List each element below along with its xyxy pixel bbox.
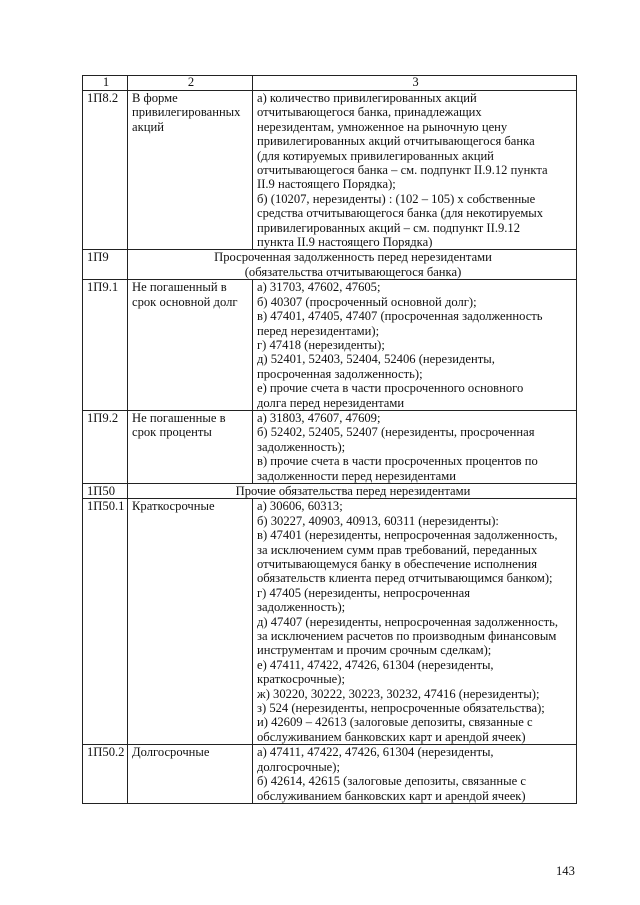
row-description-line: отчитывающегося банка, принадлежащих bbox=[257, 105, 482, 120]
row-description-line: задолженность); bbox=[257, 600, 346, 615]
row-description-line: з) 524 (нерезиденты, непросроченные обязательства); bbox=[257, 701, 545, 716]
row-description-line: обязательств клиента перед отчитывающимся банком); bbox=[257, 571, 553, 586]
row-description-line: II.9 настоящего Порядка); bbox=[257, 177, 396, 192]
row-code: 1П50.2 bbox=[83, 745, 128, 804]
row-description-line: ж) 30220, 30222, 30223, 30232, 47416 (нерезиденты); bbox=[257, 686, 540, 701]
row-name bbox=[128, 745, 253, 804]
table-row bbox=[83, 280, 577, 411]
table-row bbox=[83, 499, 577, 745]
row-name-line: акций bbox=[132, 119, 164, 134]
row-name-line: срок основной долг bbox=[132, 294, 238, 309]
section-title-line: (обязательства отчитывающегося банка) bbox=[244, 264, 462, 279]
row-description-line: а) 47411, 47422, 47426, 61304 (нерезиденты, bbox=[257, 745, 494, 760]
row-description-line: г) 47418 (нерезиденты); bbox=[257, 337, 385, 352]
header-col-1: 1 bbox=[83, 76, 128, 91]
row-description-line: просроченная задолженность); bbox=[257, 366, 423, 381]
row-description bbox=[253, 91, 577, 250]
row-name-line: срок проценты bbox=[132, 425, 212, 440]
table-row bbox=[83, 410, 577, 483]
row-description bbox=[253, 280, 577, 411]
row-name-line: Долгосрочные bbox=[132, 745, 210, 760]
row-description bbox=[253, 410, 577, 483]
row-description-line: инструментам и прочим срочным сделкам); bbox=[257, 643, 492, 658]
row-description bbox=[253, 499, 577, 745]
row-description-line: обслуживанием банковских карт и арендой ячеек) bbox=[257, 788, 526, 803]
row-name bbox=[128, 499, 253, 745]
row-description-line: задолженности перед нерезидентами bbox=[257, 468, 456, 483]
accounts-table bbox=[82, 75, 577, 804]
row-description-line: а) 30606, 60313; bbox=[257, 499, 343, 514]
row-description-line: отчитывающегося банка – см. подпункт II.9.12 пункта bbox=[257, 163, 548, 178]
row-code: 1П9.2 bbox=[83, 410, 128, 483]
row-description-line: е) 47411, 47422, 47426, 61304 (нерезиденты, bbox=[257, 657, 494, 672]
row-description-line: а) 31803, 47607, 47609; bbox=[257, 410, 381, 425]
table-row bbox=[83, 91, 577, 250]
row-description-line: за исключением расчетов по производным финансовым bbox=[257, 629, 557, 644]
row-description-line: в) прочие счета в части просроченных процентов по bbox=[257, 454, 538, 469]
section-title bbox=[128, 250, 577, 280]
row-description-line: долгосрочные); bbox=[257, 759, 340, 774]
page-number: 143 bbox=[556, 864, 575, 878]
row-description-line: д) 47407 (нерезиденты, непросроченная задолженность, bbox=[257, 614, 559, 629]
row-description-line: долга перед нерезидентами bbox=[257, 395, 405, 410]
row-description bbox=[253, 745, 577, 804]
row-description-line: б) (10207, нерезиденты) : (102 – 105) х собственные bbox=[257, 191, 536, 206]
section-title-line: Просроченная задолженность перед нерезидентами bbox=[214, 250, 492, 265]
row-name bbox=[128, 280, 253, 411]
header-col-2: 2 bbox=[128, 76, 253, 91]
row-description-line: б) 40307 (просроченный основной долг); bbox=[257, 294, 477, 309]
row-name-line: Не погашенный в bbox=[132, 280, 227, 295]
table-header-row bbox=[83, 76, 577, 91]
header-col-3: 3 bbox=[253, 76, 577, 91]
row-name-line: В форме bbox=[132, 91, 178, 105]
row-name bbox=[128, 91, 253, 250]
row-description-line: обслуживанием банковских карт и арендой ячеек) bbox=[257, 729, 526, 744]
row-name-line: Краткосрочные bbox=[132, 499, 215, 514]
table-row bbox=[83, 745, 577, 804]
row-description-line: д) 52401, 52403, 52404, 52406 (нерезиденты, bbox=[257, 352, 495, 367]
row-description-line: отчитывающемуся банку в обеспечение исполнения bbox=[257, 557, 538, 571]
row-description-line: в) 47401, 47405, 47407 (просроченная задолженность bbox=[257, 309, 543, 324]
row-name-line: Не погашенные в bbox=[132, 410, 226, 425]
row-description-line: б) 30227, 40903, 40913, 60311 (нерезиденты): bbox=[257, 513, 499, 528]
row-description-line: е) прочие счета в части просроченного основного bbox=[257, 381, 524, 396]
row-description-line: б) 42614, 42615 (залоговые депозиты, связанные с bbox=[257, 774, 526, 789]
row-name bbox=[128, 410, 253, 483]
row-description-line: и) 42609 – 42613 (залоговые депозиты, связанные с bbox=[257, 715, 533, 730]
row-description-line: привилегированных акций – см. подпункт II.9.12 bbox=[257, 220, 521, 235]
row-description-line: а) 31703, 47602, 47605; bbox=[257, 280, 381, 295]
row-code: 1П50 bbox=[83, 483, 128, 498]
row-description-line: нерезидентам, умноженное на рыночную цену bbox=[257, 119, 508, 134]
row-description-line: а) количество привилегированных акций bbox=[257, 91, 477, 105]
row-code: 1П9 bbox=[83, 250, 128, 280]
row-code: 1П50.1 bbox=[83, 499, 128, 745]
section-title bbox=[128, 483, 577, 498]
section-title-line: Прочие обязательства перед нерезидентами bbox=[235, 483, 471, 498]
row-description-line: задолженность); bbox=[257, 439, 346, 454]
row-description-line: б) 52402, 52405, 52407 (нерезиденты, просроченная bbox=[257, 425, 535, 440]
row-code: 1П8.2 bbox=[83, 91, 128, 250]
section-row bbox=[83, 250, 577, 280]
row-description-line: за исключением сумм прав требований, переданных bbox=[257, 542, 538, 557]
row-code: 1П9.1 bbox=[83, 280, 128, 411]
row-description-line: привилегированных акций отчитывающегося банка bbox=[257, 134, 535, 149]
row-description-line: средства отчитывающегося банка (для некотируемых bbox=[257, 206, 544, 221]
section-row bbox=[83, 483, 577, 498]
row-description-line: краткосрочные); bbox=[257, 672, 345, 687]
row-description-line: перед нерезидентами); bbox=[257, 323, 380, 338]
row-description-line: г) 47405 (нерезиденты, непросроченная bbox=[257, 585, 471, 600]
accounts-table-body bbox=[83, 76, 577, 804]
row-description-line: в) 47401 (нерезиденты, непросроченная задолженность, bbox=[257, 528, 558, 543]
row-description-line: пункта II.9 настоящего Порядка) bbox=[257, 235, 433, 250]
row-name-line: привилегированных bbox=[132, 105, 241, 120]
row-description-line: (для котируемых привилегированных акций bbox=[257, 148, 494, 163]
